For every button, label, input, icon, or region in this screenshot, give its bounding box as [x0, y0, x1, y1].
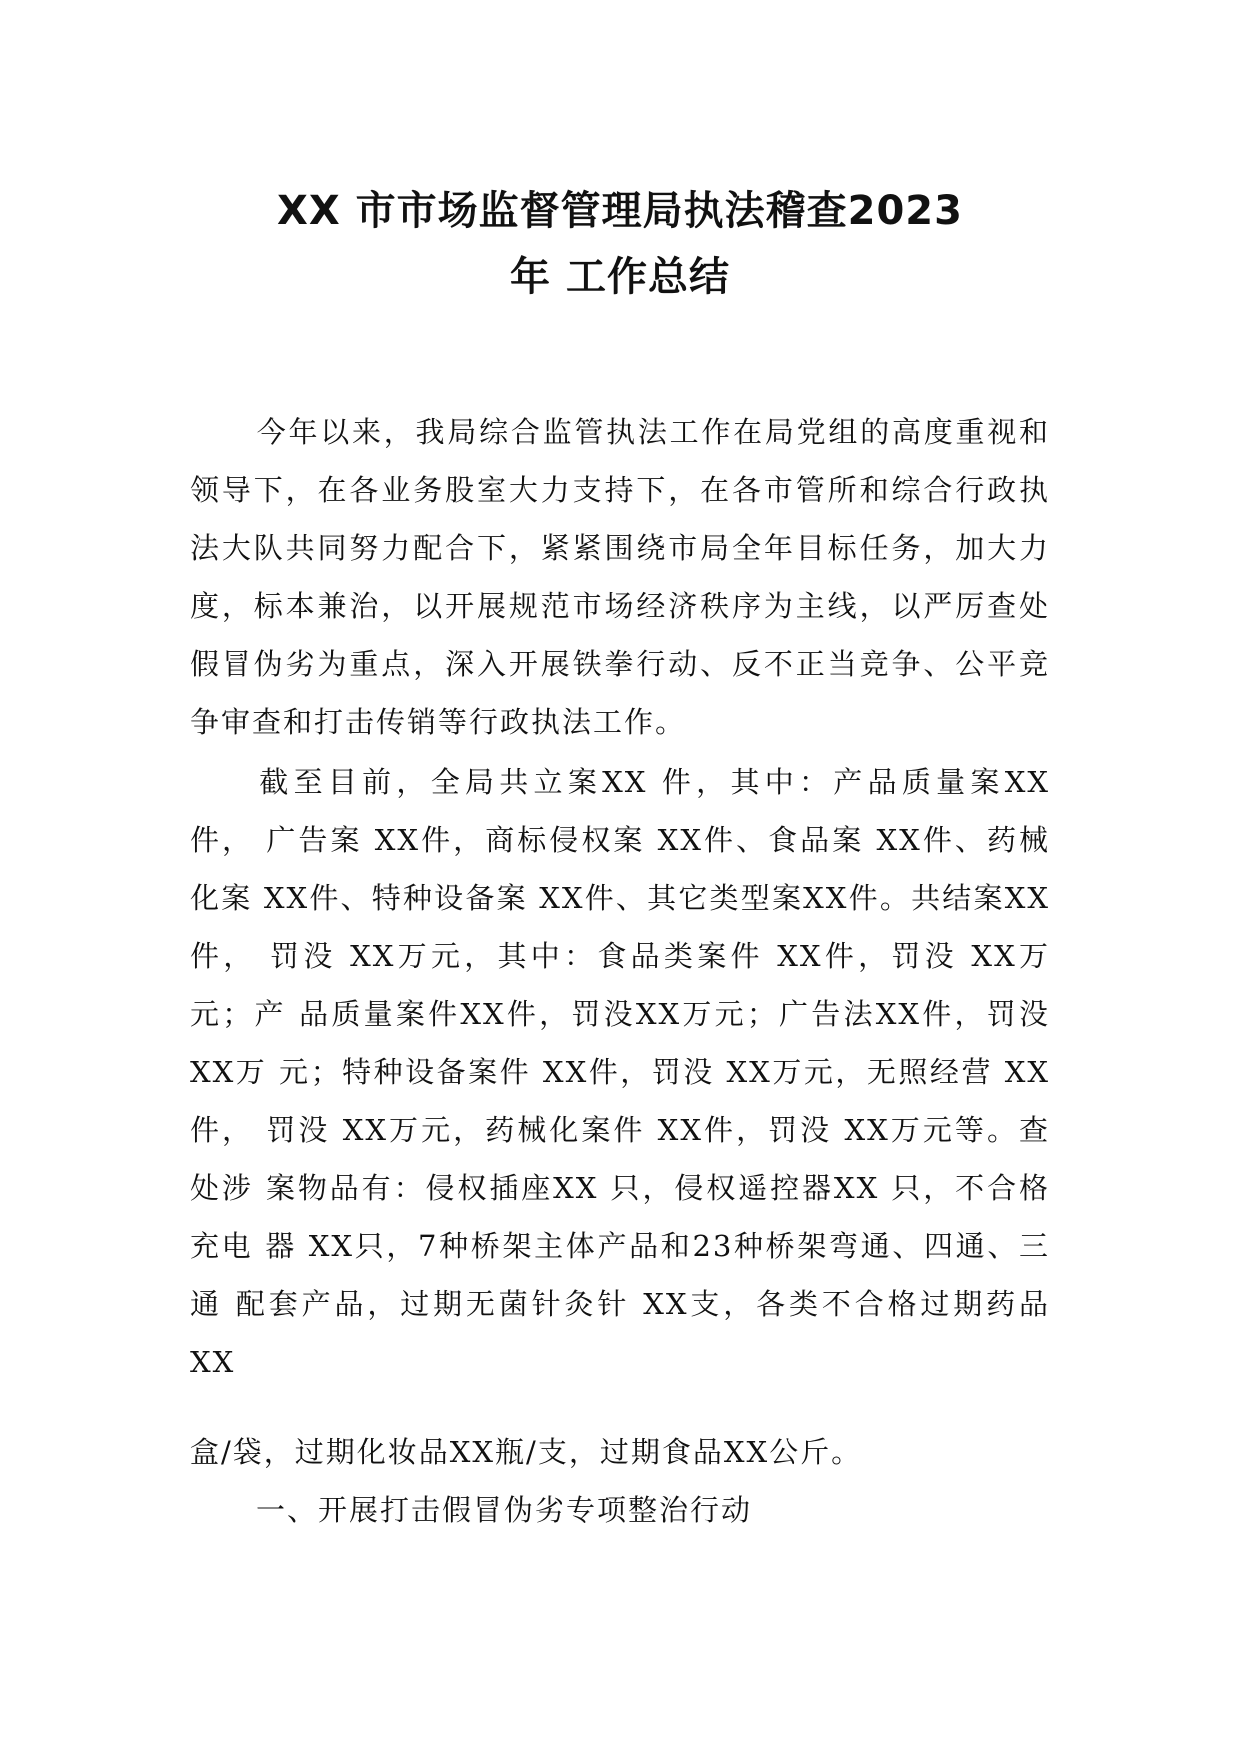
- paragraph-intro-text: 今年以来，我局综合监管执法工作在局党组的高度重视和领导下，在各业务股室大力支持下，在各市管所和综合行政执法大队共同努力配合下，紧紧围绕市局全年目标任务，加大力度，标本兼治，以开展规范市场经济秩序为主线，以严厉查处假冒伪劣为重点，深入开展铁拳行动、反不正当竞争、公平竞争审查和打击传销等行政执法工作。: [190, 415, 1050, 739]
- paragraph-case-statistics-continued: 盒/袋，过期化妆品XX瓶/支，过期食品XX公斤。: [190, 1435, 863, 1469]
- document-title-line-1: XX 市市场监督管理局执法稽查2023: [277, 188, 963, 234]
- section-heading-1: 一、开展打击假冒伪劣专项整治行动: [256, 1493, 753, 1527]
- paragraph-intro: [190, 403, 1050, 751]
- paragraph-case-statistics-text: 截至目前，全局共立案XX 件，其中：产品质量案XX 件， 广告案 XX件，商标侵权案 XX件、食品案 XX件、药械化案 XX件、特种设备案 XX件、其它类型案XX件。共结案XX件， 罚没 XX万元，其中：食品类案件 XX件，罚没 XX万元；产 品质量案件XX件，罚没XX万元；广告法XX件，罚没XX万 元；特种设备案件 XX件，罚没 XX万元，无照经营 XX件， 罚没 XX万元，药械化案件 XX件，罚没 XX万元等。查处涉 案物品有：侵权插座XX 只，侵权遥控器XX 只，不合格充电 器 XX只，7种桥架主体产品和23种桥架弯通、四通、三通 配套产品，过期无菌针灸针 XX支，各类不合格过期药品 XX: [190, 765, 1050, 1379]
- paragraph-case-statistics: [190, 753, 1050, 1391]
- document-title-line-2: 年 工作总结: [510, 254, 730, 300]
